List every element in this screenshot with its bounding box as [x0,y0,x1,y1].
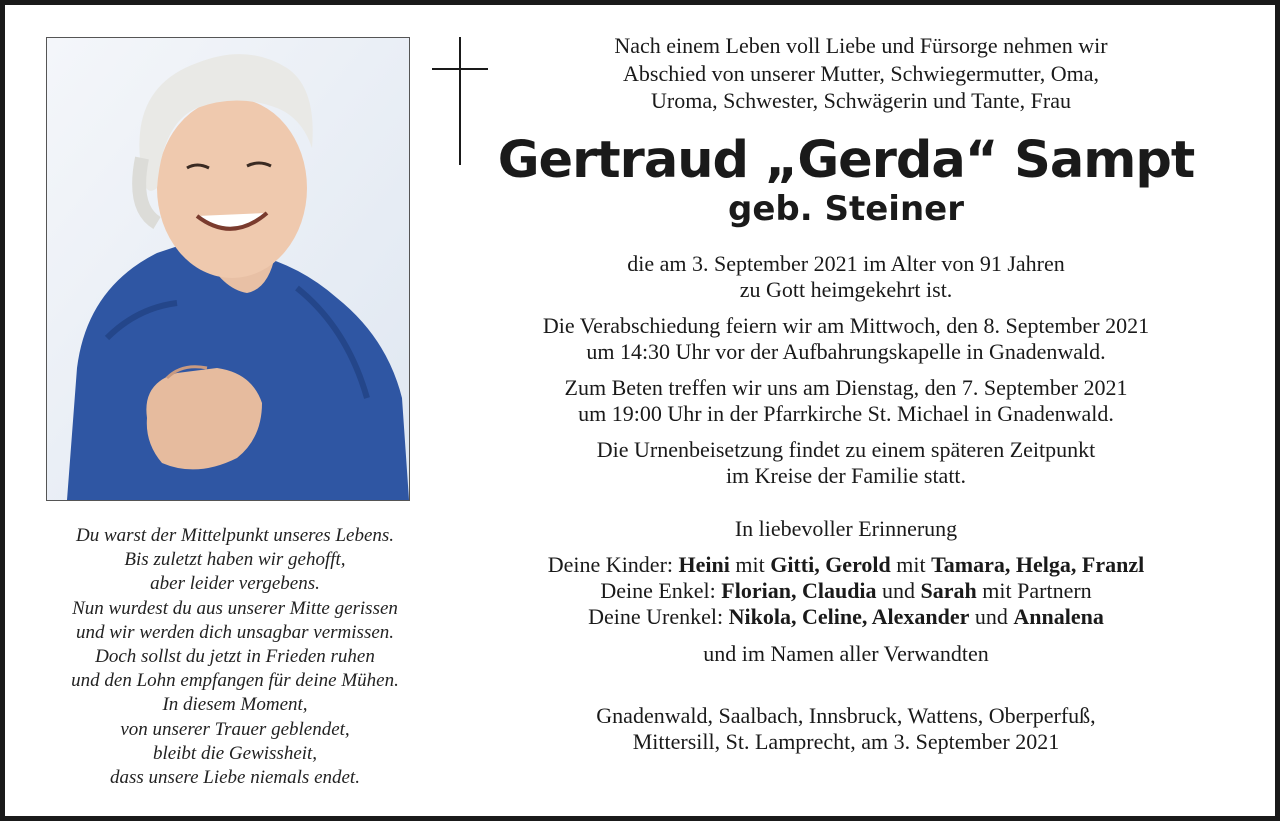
memorial-poem [20,524,450,790]
poem-line: In diesem Moment, [162,694,308,716]
memory-heading: In liebevoller Erinnerung [734,515,958,541]
poem-line: und wir werden dich unsagbar vermissen. [75,621,395,643]
farewell-info [440,313,1252,365]
urn-line: im Kreise der Familie statt. [725,462,967,488]
children-line: Deine Kinder: Heini mit Gitti, Gerold mit Tamara, Helga, Franzl [547,551,1145,577]
family-list [440,552,1252,630]
deceased-name: Gertraud „Gerda“ Sampt [497,130,1195,190]
urn-info [440,437,1252,489]
poem-line: aber leider vergebens. [150,573,320,595]
places-line: Mittersill, St. Lamprecht, am 3. September 2021 [632,728,1060,754]
portrait-photo [46,37,410,501]
grandchildren-line: Deine Enkel: Florian, Claudia und Sarah mit Partnern [600,577,1092,603]
notice-text [440,32,1252,755]
maiden-name: geb. Steiner [728,188,964,229]
poem-line: dass unsere Liebe niemals endet. [110,767,360,789]
urn-line: Die Urnenbeisetzung findet zu einem späteren Zeitpunkt [596,436,1096,462]
poem-line: Bis zuletzt haben wir gehofft, [124,549,346,571]
poem-line: Doch sollst du jetzt in Frieden ruhen [95,646,375,668]
intro-line: Uroma, Schwester, Schwägerin und Tante, Frau [651,88,1071,113]
intro-line: Abschied von unserer Mutter, Schwiegermutter, Oma, [623,60,1099,86]
relatives-line: und im Namen aller Verwandten [703,640,989,666]
great-grandchildren-line: Deine Urenkel: Nikola, Celine, Alexander und Annalena [588,603,1104,629]
death-notice [440,251,1252,303]
farewell-line: Die Verabschiedung feiern wir am Mittwoch, den 8. September 2021 [542,312,1150,338]
death-line: zu Gott heimgekehrt ist. [739,276,953,302]
poem-line: von unserer Trauer geblendet, [120,718,350,740]
intro-text [470,32,1252,115]
poem-line: Du warst der Mittelpunkt unseres Lebens. [75,525,395,546]
poem-line: bleibt die Gewissheit, [152,742,318,764]
intro-line: Nach einem Leben voll Liebe und Fürsorge nehmen wir [614,33,1108,58]
death-line: die am 3. September 2021 im Alter von 91 Jahren [627,250,1065,276]
prayer-line: um 19:00 Uhr in der Pfarrkirche St. Michael in Gnadenwald. [578,400,1114,426]
poem-line: Nun wurdest du aus unserer Mitte gerissen [72,597,398,619]
farewell-line: um 14:30 Uhr vor der Aufbahrungskapelle in Gnadenwald. [586,338,1106,364]
places-line: Gnadenwald, Saalbach, Innsbruck, Wattens, Oberperfuß, [596,702,1096,728]
prayer-info [440,375,1252,427]
poem-line: und den Lohn empfangen für deine Mühen. [71,670,399,692]
prayer-line: Zum Beten treffen wir uns am Dienstag, den 7. September 2021 [564,374,1128,400]
places-date [440,703,1252,755]
